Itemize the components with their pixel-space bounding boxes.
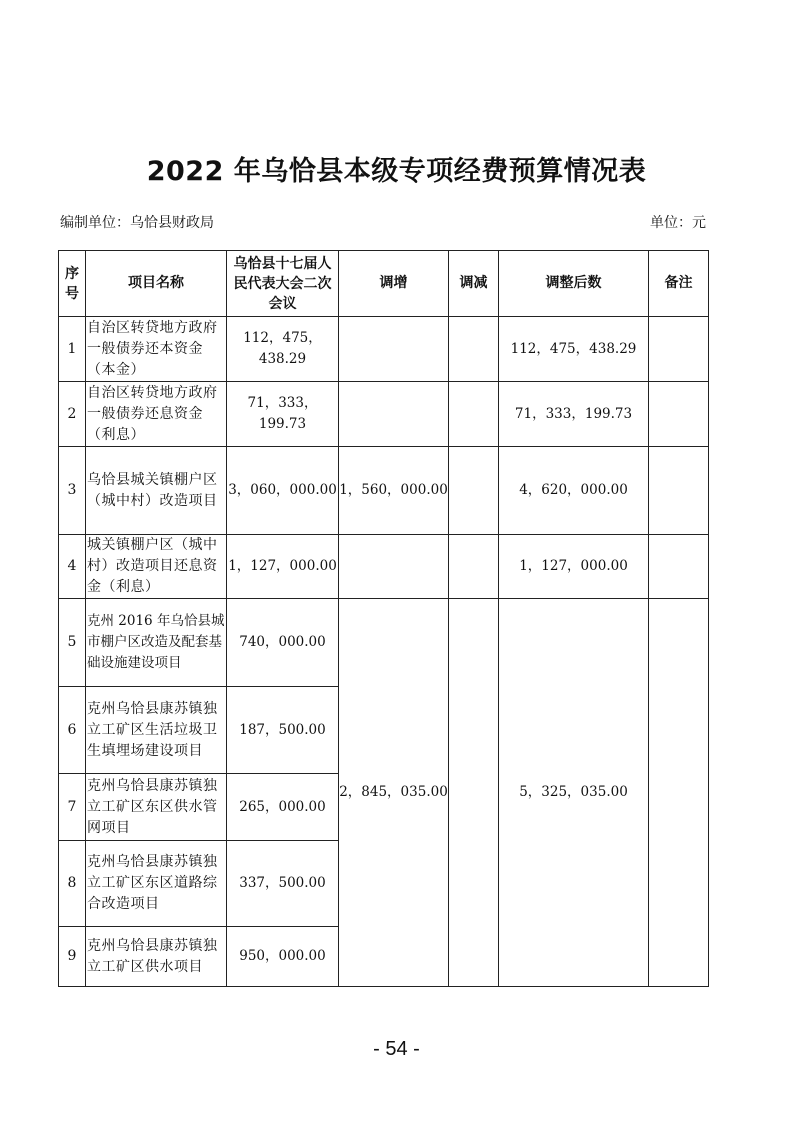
row-remark bbox=[649, 317, 709, 382]
compiler-unit: 编制单位：乌恰县财政局 bbox=[60, 215, 214, 231]
row-name: 自治区转贷地方政府一般债券还本资金（本金） bbox=[86, 317, 227, 382]
row-index: 8 bbox=[59, 841, 86, 927]
row-increase: 1，560，000.00 bbox=[339, 447, 449, 535]
row-index: 2 bbox=[59, 382, 86, 447]
table-row bbox=[59, 599, 709, 687]
row-name: 城关镇棚户区（城中村）改造项目还息资金（利息） bbox=[86, 535, 227, 599]
row-name: 自治区转贷地方政府一般债券还息资金（利息） bbox=[86, 382, 227, 447]
table-row bbox=[59, 317, 709, 382]
table-row bbox=[59, 447, 709, 535]
row-decrease bbox=[449, 317, 499, 382]
header-increase: 调增 bbox=[339, 251, 449, 317]
row-remark bbox=[649, 382, 709, 447]
row-adjusted: 4，620，000.00 bbox=[499, 447, 649, 535]
row-original: 740，000.00 bbox=[227, 599, 339, 687]
row-original: 3，060，000.00 bbox=[227, 447, 339, 535]
table-row bbox=[59, 535, 709, 599]
budget-table bbox=[58, 250, 709, 987]
currency-unit: 单位：元 bbox=[650, 215, 706, 231]
row-index: 4 bbox=[59, 535, 86, 599]
row-original: 265，000.00 bbox=[227, 774, 339, 841]
row-remark bbox=[649, 447, 709, 535]
header-index: 序号 bbox=[59, 251, 86, 317]
row-increase bbox=[339, 317, 449, 382]
row-name: 克州乌恰县康苏镇独立工矿区东区供水管网项目 bbox=[86, 774, 227, 841]
table-row bbox=[59, 382, 709, 447]
group-increase: 2，845，035.00 bbox=[339, 599, 449, 987]
group-remark bbox=[649, 599, 709, 987]
header-remark: 备注 bbox=[649, 251, 709, 317]
row-name: 克州 2016 年乌恰县城市棚户区改造及配套基础设施建设项目 bbox=[86, 599, 227, 687]
row-original: 112，475，438.29 bbox=[227, 317, 339, 382]
group-decrease bbox=[449, 599, 499, 987]
row-index: 7 bbox=[59, 774, 86, 841]
row-name: 克州乌恰县康苏镇独立工矿区生活垃圾卫生填埋场建设项目 bbox=[86, 687, 227, 774]
row-index: 1 bbox=[59, 317, 86, 382]
row-index: 6 bbox=[59, 687, 86, 774]
row-original: 71，333，199.73 bbox=[227, 382, 339, 447]
row-index: 5 bbox=[59, 599, 86, 687]
row-name: 乌恰县城关镇棚户区（城中村）改造项目 bbox=[86, 447, 227, 535]
row-decrease bbox=[449, 535, 499, 599]
row-name: 克州乌恰县康苏镇独立工矿区东区道路综合改造项目 bbox=[86, 841, 227, 927]
header-adjusted: 调整后数 bbox=[499, 251, 649, 317]
row-decrease bbox=[449, 447, 499, 535]
row-original: 187，500.00 bbox=[227, 687, 339, 774]
row-name: 克州乌恰县康苏镇独立工矿区供水项目 bbox=[86, 927, 227, 987]
page-number: - 54 - bbox=[373, 1038, 420, 1060]
row-index: 3 bbox=[59, 447, 86, 535]
row-index: 9 bbox=[59, 927, 86, 987]
row-original: 1，127，000.00 bbox=[227, 535, 339, 599]
page-title: 2022 年乌恰县本级专项经费预算情况表 bbox=[146, 156, 647, 187]
row-decrease bbox=[449, 382, 499, 447]
row-original: 950，000.00 bbox=[227, 927, 339, 987]
row-remark bbox=[649, 535, 709, 599]
row-adjusted: 71，333，199.73 bbox=[499, 382, 649, 447]
row-adjusted: 112，475，438.29 bbox=[499, 317, 649, 382]
row-original: 337，500.00 bbox=[227, 841, 339, 927]
header-original: 乌恰县十七届人民代表大会二次会议 bbox=[227, 251, 339, 317]
group-adjusted: 5，325，035.00 bbox=[499, 599, 649, 987]
header-name: 项目名称 bbox=[86, 251, 227, 317]
row-increase bbox=[339, 382, 449, 447]
row-increase bbox=[339, 535, 449, 599]
header-decrease: 调减 bbox=[449, 251, 499, 317]
row-adjusted: 1，127，000.00 bbox=[499, 535, 649, 599]
header-row bbox=[59, 251, 709, 317]
